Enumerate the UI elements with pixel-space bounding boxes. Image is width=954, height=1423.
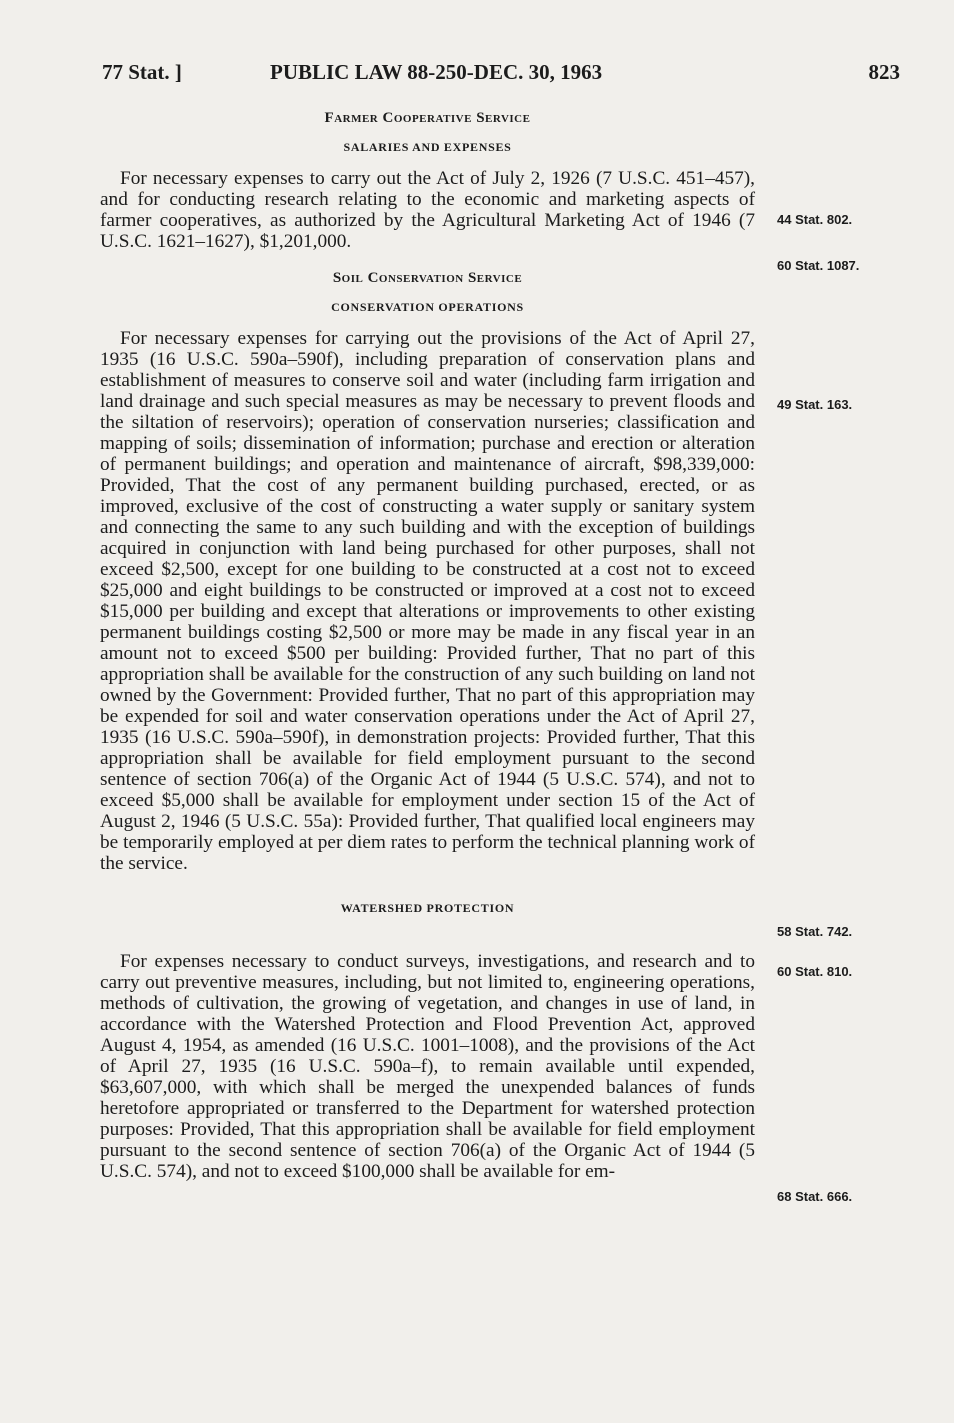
statute-volume: 77 Stat. ]: [102, 60, 182, 84]
section-paragraph: For necessary expenses for carrying out the provisions of the Act of April 27, 1935 (16 U.S.C. 590a–590f), including preparation of conservation plans and establishment of measures to conserve soil and water (including farm irrigation and land drainage and such special measures as may be necessary to prevent floods and the siltation of reservoirs); operation of conservation nurseries; classification and mapping of soils; dissemination of information; purchase and erection or alteration of permanent buildings; and operation and maintenance of aircraft, $98,339,000: Provided, That the cost of any permanent building purchased, erected, or as improved, exclusive of the cost of constructing a water supply or sanitary system and connecting the same to any such building and with the exception of buildings acquired in conjunction with land being purchased for other purposes, shall not exceed $2,500, except for one building to be constructed at a cost not to exceed $25,000 and eight buildings to be constructed or improved at a cost not to exceed $15,000 per building and except that alterations or improvements to other existing permanent buildings costing $2,500 or more may be made in any fiscal year in an amount not to exceed $500 per building: Provided further, That no part of this appropriation shall be available for the construction of any such building on land not owned by the Government: Provided further, That no part of this appropriation may be expended for soil and water conservation operations under the Act of April 27, 1935 (16 U.S.C. 590a–590f), in demonstration projects: Provided further, That this appropriation shall be available for field employment pursuant to the second sentence of section 706(a) of the Organic Act of 1944 (5 U.S.C. 574), and not to exceed $5,000 shall be available for employment under section 15 of the Act of August 2, 1946 (5 U.S.C. 55a): Provided further, That qualified local engineers may be temporarily employed at per diem rates to perform the technical planning work of the service.: [100, 328, 755, 874]
agency-heading: Farmer Cooperative Service: [324, 110, 531, 126]
section-heading: CONSERVATION OPERATIONS: [331, 300, 524, 314]
margin-citation: 44 Stat. 802.: [777, 212, 853, 227]
margin-citation: 68 Stat. 666.: [777, 1189, 853, 1204]
margin-citation: 60 Stat. 810.: [777, 964, 853, 979]
public-law-title: PUBLIC LAW 88-250-DEC. 30, 1963: [270, 60, 603, 84]
page-header: [102, 60, 900, 90]
section-heading: SALARIES AND EXPENSES: [343, 140, 512, 154]
section-paragraph: For necessary expenses to carry out the Act of July 2, 1926 (7 U.S.C. 451–457), and for conducting research relating to the economic and marketing aspects of farmer cooperatives, as authorized by the Agricultural Marketing Act of 1946 (7 U.S.C. 1621–1627), $1,201,000.: [100, 168, 755, 252]
section-heading: WATERSHED PROTECTION: [340, 901, 515, 915]
page-body: [100, 108, 755, 1182]
margin-citation: 58 Stat. 742.: [777, 924, 853, 939]
section-paragraph: For expenses necessary to conduct surveys, investigations, and research and to carry out preventive measures, including, but not limited to, engineering operations, methods of cultivation, the growing of vegetation, and changes in use of land, in accordance with the Watershed Protection and Flood Prevention Act, approved August 4, 1954, as amended (16 U.S.C. 1001–1008), and the provisions of the Act of April 27, 1935 (16 U.S.C. 590a–f), to remain available until expended, $63,607,000, with which shall be merged the unexpended balances of funds heretofore appropriated or transferred to the Department for watershed protection purposes: Provided, That this appropriation shall be available for field employment pursuant to the second sentence of section 706(a) of the Organic Act of 1944 (5 U.S.C. 574), and not to exceed $100,000 shall be available for em-: [100, 951, 755, 1182]
agency-heading: Soil Conservation Service: [332, 270, 523, 286]
margin-citation: 60 Stat. 1087.: [777, 258, 860, 273]
margin-citation: 49 Stat. 163.: [777, 397, 853, 412]
page-number: 823: [868, 60, 900, 84]
